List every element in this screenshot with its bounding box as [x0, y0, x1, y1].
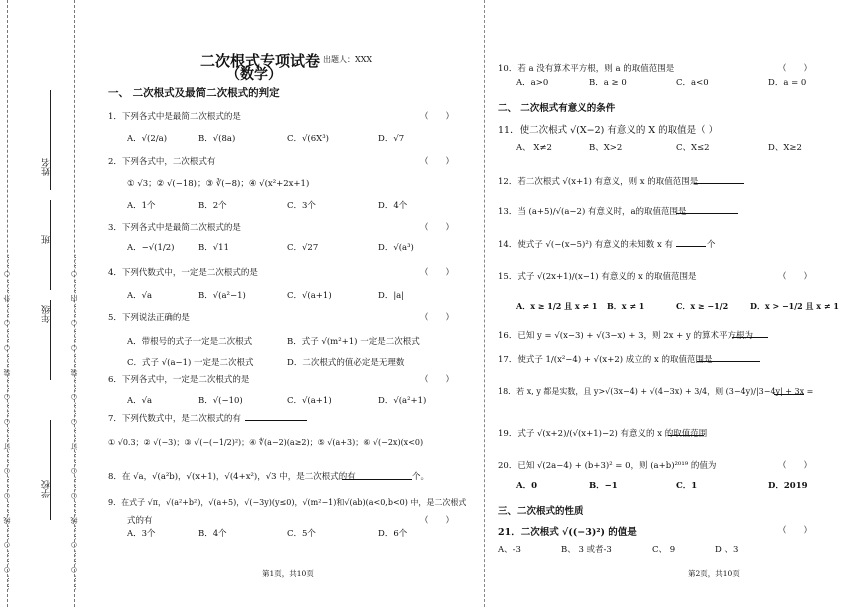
q1-text: 1．下列各式中是最简二次根式的是	[108, 112, 241, 122]
q3-answer-paren[interactable]: （ ）	[420, 223, 455, 233]
page-divider	[484, 0, 485, 607]
q10-option-b: B．a ≥ 0	[589, 78, 627, 88]
q10-answer-paren[interactable]: （ ）	[778, 64, 813, 74]
outer-seal-marks: ……○……○……线……○……○……订……○……○……装……○……○……外……○……	[3, 253, 11, 590]
q16-text: 16．已知 y = √(x−3) + √(3−x) + 3，则 2x + y 的算术平方根为	[498, 331, 753, 341]
class-blank[interactable]	[50, 200, 51, 290]
q7-text: 7．下列代数式中，是二次根式的有	[108, 414, 241, 424]
q1-option-a: A．√(2/a)	[127, 134, 168, 144]
q15-option-d: D．x > −1/2 且 x ≠ 1	[750, 301, 839, 311]
q14-text: 14．使式子 √(−(x−5)²) 有意义的未知数 x 有	[498, 240, 673, 250]
q3-option-a: A．−√(1/2)	[127, 243, 175, 253]
q4-answer-paren[interactable]: （ ）	[420, 268, 455, 278]
q8-tail: 个。	[412, 472, 430, 482]
q15-option-b: B．x ≠ 1	[607, 301, 645, 311]
q2-text: 2．下列各式中，二次根式有	[108, 157, 216, 167]
paper-title: 二次根式专项试卷	[200, 52, 321, 70]
page-number-2: 第2页，共10页	[688, 569, 740, 578]
q13-answer-blank[interactable]	[676, 213, 738, 214]
q21-option-d: D 、3	[715, 545, 739, 555]
q2-option-b: B．2个	[198, 201, 227, 211]
q10-option-a: A．a>0	[516, 78, 549, 88]
q16-answer-blank[interactable]	[732, 337, 768, 338]
grade-label: 年级	[42, 305, 52, 323]
q10-option-d: D．a = 0	[768, 78, 807, 88]
q2-items: ① √3；② √(−18)；③ ∛(−8)；④ √(x²+2x+1)	[127, 179, 310, 189]
q6-text: 6．下列各式中，一定是二次根式的是	[108, 375, 250, 385]
q5-option-a: A．带根号的式子一定是二次根式	[127, 337, 253, 347]
q11-option-a: A、 X≠2	[516, 143, 552, 153]
q9-option-d: D．6个	[378, 529, 408, 539]
q17-text: 17．使式子 1/(x²−4) + √(x+2) 成立的 x 的取值范围是	[498, 355, 713, 365]
q11-option-b: B、X>2	[589, 143, 623, 153]
q5-option-b: B．式子 √(m²+1) 一定是二次根式	[287, 337, 420, 347]
q1-answer-paren[interactable]: （ ）	[420, 112, 455, 122]
q3-option-c: C．√27	[287, 243, 319, 253]
q6-answer-paren[interactable]: （ ）	[420, 375, 455, 385]
section-1-heading: 一、 二次根式及最简二次根式的判定	[108, 87, 280, 99]
q14-answer-blank[interactable]	[676, 246, 706, 247]
q4-option-c: C．√(a+1)	[287, 291, 332, 301]
grade-blank[interactable]	[50, 300, 51, 380]
q6-option-c: C．√(a+1)	[287, 396, 332, 406]
q2-option-d: D．4个	[378, 201, 408, 211]
q9-option-c: C．5个	[287, 529, 316, 539]
q1-option-b: B．√(8a)	[198, 134, 236, 144]
q4-text: 4．下列代数式中，一定是二次根式的是	[108, 268, 258, 278]
q20-option-b: B．−1	[589, 481, 618, 491]
q2-option-a: A．1个	[127, 201, 156, 211]
class-label: 班	[42, 235, 52, 244]
school-blank[interactable]	[50, 420, 51, 520]
name-blank[interactable]	[50, 90, 51, 190]
q1-option-c: C．√(6X³)	[287, 134, 329, 144]
q21-option-c: C、 9	[652, 545, 676, 555]
q7-items: ① √0.3；② √(−3)；③ √(−(−1/2)²)；④ ∜(a−2)(a≥2)；⑤ √(a+3)；⑥ √(−2x)(x<0)	[108, 438, 424, 447]
q14-tail: 个	[707, 240, 716, 250]
q11-option-c: C、X≤2	[676, 143, 710, 153]
q8-text: 8．在 √a，√(a²b)，√(x+1)，√(4+x²)，√3 中，是二次根式的有	[108, 472, 356, 482]
q5-text: 5．下列说法正确的是	[108, 313, 190, 323]
q6-option-a: A．√a	[127, 396, 153, 406]
q21-option-a: A、-3	[498, 545, 521, 555]
q20-answer-paren[interactable]: （ ）	[778, 461, 813, 471]
q9-text: 9．在式子 √π，√(a²+b²)，√(a+5)，√(−3y)(y≤0)，√(m²−1)和√(ab)(a<0,b<0) 中，是二次根式	[108, 498, 467, 507]
q20-option-c: C．1	[676, 481, 698, 491]
q21-option-b: B、 3 或者-3	[561, 545, 612, 555]
q3-option-b: B．√11	[198, 243, 229, 253]
q21-answer-paren[interactable]: （ ）	[778, 526, 813, 536]
q19-answer-blank[interactable]	[668, 435, 704, 436]
q21-text: 21．二次根式 √((−3)²) 的值是	[498, 527, 637, 538]
q1-option-d: D．√7	[378, 134, 405, 144]
q18-text: 18．若 x, y 都是实数，且 y>√(3x−4) + √(4−3x) + 3/4，则 (3−4y)/|3−4y| + 3x =	[498, 387, 814, 396]
school-label: 学校	[42, 480, 52, 498]
q20-option-d: D．2019	[768, 481, 808, 491]
q4-option-d: D．|a|	[378, 291, 405, 301]
q11-option-d: D、X≥2	[768, 143, 802, 153]
binding-margin	[0, 0, 100, 607]
q3-option-d: D．√(a³)	[378, 243, 414, 253]
q12-text: 12．若二次根式 √(x+1) 有意义，则 x 的取值范围是	[498, 177, 699, 187]
q4-option-a: A．√a	[127, 291, 153, 301]
page-number-1: 第1页，共10页	[262, 569, 314, 578]
q9-option-a: A．3个	[127, 529, 156, 539]
q17-answer-blank[interactable]	[697, 361, 760, 362]
inner-seal-marks: ……○……○……线……○……○……订……○……○……装……○……○……内……○……	[70, 253, 78, 590]
q5-option-d: D．二次根式的值必定是无理数	[287, 358, 405, 368]
paper-subtitle: （数学）	[226, 67, 282, 83]
q19-text: 19．式子 √(x+2)/(√(x+1)−2) 有意义的 x 的取值范围	[498, 429, 708, 439]
q10-text: 10．若 a 没有算术平方根，则 a 的取值范围是	[498, 64, 675, 74]
q13-text: 13．当 (a+5)/√(a−2) 有意义时，a的取值范围是	[498, 207, 687, 217]
q18-answer-blank[interactable]	[774, 394, 804, 395]
q20-text: 20．已知 √(2a−4) + (b+3)² = 0，则 (a+b)²⁰¹⁹ 的值为	[498, 461, 717, 471]
paper-author: 出题人：XXX	[323, 55, 373, 64]
section-2-heading: 二、 二次根式有意义的条件	[498, 103, 616, 114]
q2-option-c: C．3个	[287, 201, 316, 211]
q4-option-b: B．√(a²−1)	[198, 291, 246, 301]
q2-answer-paren[interactable]: （ ）	[420, 157, 455, 167]
section-3-heading: 三、二次根式的性质	[498, 506, 584, 517]
q3-text: 3．下列各式中是最简二次根式的是	[108, 223, 241, 233]
q6-option-d: D．√(a²+1)	[378, 396, 427, 406]
q11-text: 11．使二次根式 √(X−2) 有意义的 X 的取值是（ ）	[498, 125, 719, 136]
q6-option-b: B．√(−10)	[198, 396, 243, 406]
q5-answer-paren[interactable]: （ ）	[420, 313, 455, 323]
q12-answer-blank[interactable]	[694, 183, 744, 184]
q7-answer-blank[interactable]	[245, 420, 307, 421]
q10-option-c: C．a<0	[676, 78, 709, 88]
q9-text-cont: 式的有	[127, 516, 153, 526]
q20-option-a: A．0	[516, 481, 538, 491]
q5-option-c: C．式子 √(a−1) 一定是二次根式	[127, 358, 254, 368]
q9-option-b: B．4个	[198, 529, 227, 539]
q15-option-a: A．x ≥ 1/2 且 x ≠ 1	[516, 301, 598, 311]
name-label: 姓名	[42, 158, 52, 176]
q9-answer-paren[interactable]: （ ）	[420, 516, 455, 526]
q15-option-c: C．x ≥ −1/2	[676, 301, 729, 311]
q15-answer-paren[interactable]: （ ）	[778, 272, 813, 282]
q8-answer-blank[interactable]	[342, 479, 412, 480]
q15-text: 15．式子 √(2x+1)/(x−1) 有意义的 x 的取值范围是	[498, 272, 697, 282]
